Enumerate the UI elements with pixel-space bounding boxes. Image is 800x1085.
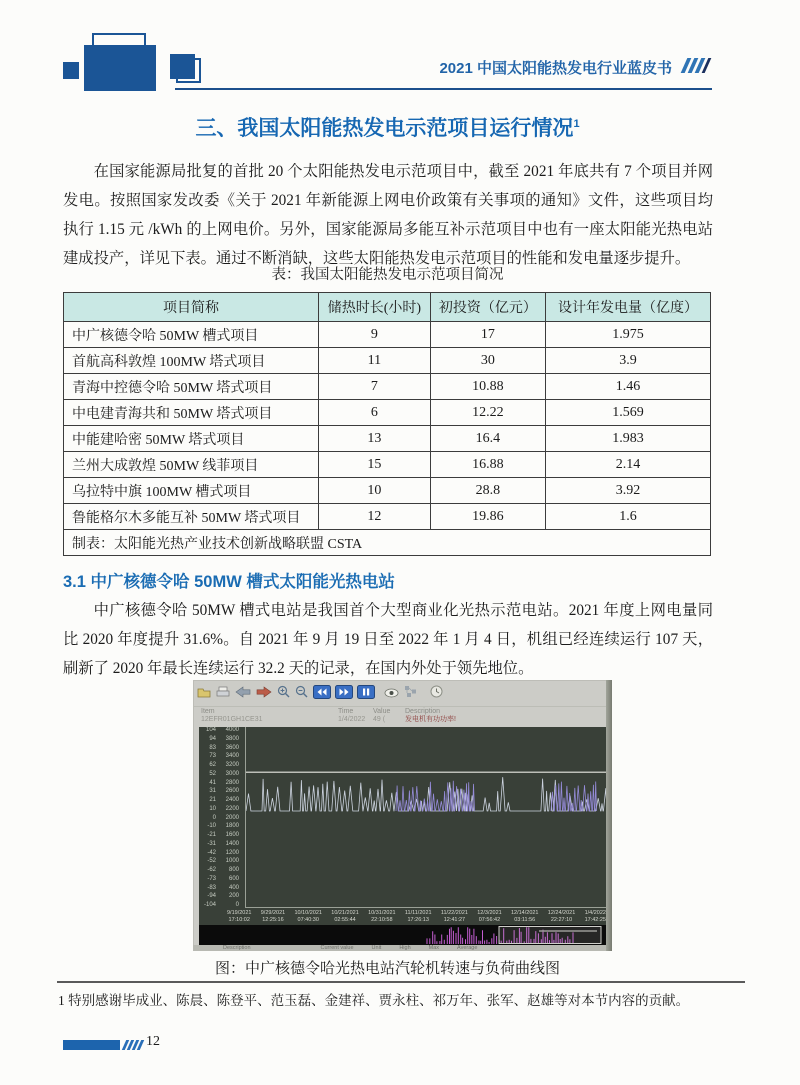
y-axis: 104 4000 94 3800 83 3600 73 3400 62 3200 52 3000 41 2800 31 2600 21 2400 10 2200 0 2000 -10 1800 -21 1600 -31 1400 -42 1200 -52 1000 -62 800 -73 600 -83 400 -94 200 -104 0 xyxy=(203,727,239,908)
rewind-button xyxy=(313,685,331,704)
column-header-project: 项目简称 xyxy=(64,293,319,322)
subsection-title: 3.1 中广核德令哈 50MW 槽式太阳能光热电站 xyxy=(63,573,395,591)
header-title: 2021 中国太阳能热发电行业蓝皮书 xyxy=(439,60,672,77)
column-header-capacity: 设计年发电量（亿度） xyxy=(545,293,710,322)
col-item: Item xyxy=(201,708,215,715)
footer-slashes-decoration xyxy=(124,1040,142,1050)
header-rule xyxy=(175,88,712,90)
trend-overview-svg xyxy=(199,925,606,945)
footnote: 1 特别感谢毕成业、陈晨、陈登平、范玉磊、金建祥、贾永柱、祁万年、张军、赵雄等对本节内容的贡献。 xyxy=(58,993,690,1008)
projects-table xyxy=(63,292,711,556)
page-number: 12 xyxy=(146,1034,160,1049)
clock-icon xyxy=(430,685,443,703)
table-header-row xyxy=(64,293,711,322)
tag-description: 发电机有功功率! xyxy=(405,716,456,723)
fast-forward-button xyxy=(335,685,353,704)
scada-screenshot xyxy=(193,680,612,951)
table-row: 鲁能格尔木多能互补 50MW 塔式项目 12 19.86 1.6 xyxy=(64,504,711,530)
forward-arrow-icon xyxy=(256,685,272,703)
logo-square-big xyxy=(84,45,156,91)
paragraph-project: 中广核德令哈 50MW 槽式电站是我国首个大型商业化光热示范电站。2021 年度上网电量同比 2020 年度提升 31.6%。自 2021 年 9 月 19 日至 2022 年 1 月 4 日，机组已经连续运行 107 天，刷新了 2020 年最长连续运行 32.2 天的记录，在国内外处于领先地位。 xyxy=(63,602,713,677)
table-row: 中电建青海共和 50MW 塔式项目 6 12.22 1.569 xyxy=(64,400,711,426)
trend-chart xyxy=(199,727,606,925)
pause-button xyxy=(357,685,375,704)
tag-time: 1/4/2022 xyxy=(338,716,366,723)
x-axis: 9/19/2021 17:10:02 9/29/2021 12:25:16 10/10/2021 07:40:30 10/21/2021 02:55:44 10/31/2021 22:10:58 11/11/2021 17:26:13 11/22/2021 12:41:27 12/3/2021 07:56:42 12/14/2021 03:11:56 12/24/2021 22:27:10 1/4/2022 17:42:25 xyxy=(227,910,606,923)
zoom-in-icon xyxy=(277,685,290,703)
photo-edge-shadow xyxy=(606,680,612,951)
scada-toolbar xyxy=(197,683,443,705)
playback-buttons xyxy=(313,685,375,704)
table-footer-row xyxy=(64,530,711,556)
open-icon xyxy=(197,685,211,703)
paragraph-intro: 在国家能源局批复的首批 20 个太阳能热发电示范项目中，截至 2021 年底共有 7 个项目并网发电。按照国家发改委《关于 2021 年新能源上网电价政策有关事项的通知》文件，这些项目均执行 1.15 元 /kWh 的上网电价。另外，国家能源局多能互补示范项目中也有一座太阳能光热电站建成投产，详见下表。通过不断消缺，这些太阳能热发电示范项目的性能和发电量逐步提升。 xyxy=(63,163,713,267)
print-icon xyxy=(216,685,230,703)
table-row: 中广核德令哈 50MW 槽式项目 9 17 1.975 xyxy=(64,322,711,348)
table-caption: 表：我国太阳能热发电示范项目简况 xyxy=(271,267,504,283)
col-description: Description xyxy=(405,708,441,715)
logo-square-small-right xyxy=(170,54,195,79)
col-value: Value xyxy=(373,708,391,715)
projects-table-wrap xyxy=(63,292,711,556)
trend-settings-icon xyxy=(404,685,417,703)
trend-overview-strip xyxy=(199,925,606,945)
table-footer-note: 制表：太阳能光热产业技术创新战略联盟 CSTA xyxy=(64,530,711,556)
column-header-invest: 初投资（亿元） xyxy=(430,293,545,322)
back-arrow-icon xyxy=(235,685,251,703)
header-slashes-decoration xyxy=(684,58,708,73)
table-row: 中能建哈密 50MW 塔式项目 13 16.4 1.983 xyxy=(64,426,711,452)
col-time: Time xyxy=(338,708,354,715)
table-row: 青海中控德令哈 50MW 塔式项目 7 10.88 1.46 xyxy=(64,374,711,400)
table-row: 首航高科敦煌 100MW 塔式项目 11 30 3.9 xyxy=(64,348,711,374)
page-title-footnote-ref: 1 xyxy=(573,118,580,130)
footnote-rule xyxy=(57,981,745,983)
logo-square-small-left xyxy=(63,62,79,79)
zoom-out-icon xyxy=(295,685,308,703)
page-title-text: 三、我国太阳能热发电示范项目运行情况 xyxy=(195,117,574,140)
tag-name: 12EFR01GH1CE31 xyxy=(201,716,263,723)
column-header-storage: 储热时长(小时) xyxy=(318,293,430,322)
table-row: 乌拉特中旗 100MW 槽式项目 10 28.8 3.92 xyxy=(64,478,711,504)
trend-plot xyxy=(245,727,606,908)
figure-caption: 图：中广核德令哈光热电站汽轮机转速与负荷曲线图 xyxy=(214,961,560,977)
tag-value: 49 ( xyxy=(373,716,386,723)
projects-table-body xyxy=(64,322,711,530)
scada-list-row xyxy=(193,715,606,725)
page-title xyxy=(63,112,712,142)
footer-bar xyxy=(63,1040,120,1050)
trend-plot-svg xyxy=(246,727,607,908)
table-row: 兰州大成敦煌 50MW 线菲项目 15 16.88 2.14 xyxy=(64,452,711,478)
scada-footer-row: Description Current value Unit High Max Average xyxy=(193,945,606,951)
eye-icon xyxy=(384,685,399,703)
